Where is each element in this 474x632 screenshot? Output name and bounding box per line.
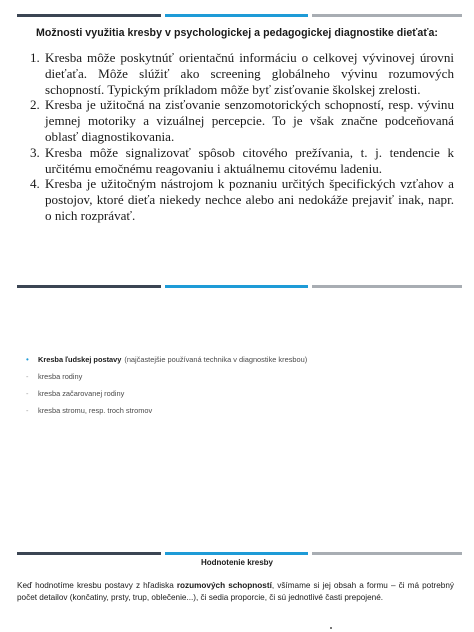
list-item: - kresba začarovanej rodiny bbox=[26, 389, 125, 398]
list-item: 1. Kresba môže poskytnúť orientačnú informáciu o celkovej vývinovej úrovni dieťaťa. Môže slúžiť ako screening globálneho vývinu rozumových schopností. Typickým príkladom môže byť zisťovanie školskej zrelosti. bbox=[30, 50, 454, 97]
bullet-icon: • bbox=[26, 355, 29, 364]
list-item: 3. Kresba môže signalizovať spôsob citového prežívania, t. j. tendencie k určitému emočnému reagovaniu i aktuálnemu citovému ladeniu. bbox=[30, 144, 454, 176]
slide1-list bbox=[30, 50, 454, 224]
list-item: - kresba stromu, resp. troch stromov bbox=[26, 406, 153, 415]
slide1-title: Možnosti využitia kresby v psychologickej a pedagogickej diagnostike dieťaťa: bbox=[36, 27, 438, 39]
page-mark bbox=[330, 627, 332, 629]
list-item: - kresba rodiny bbox=[26, 372, 83, 381]
slide3-title: Hodnotenie kresby bbox=[200, 558, 273, 567]
list-item-primary: • Kresba ľudskej postavy (najčastejšie používaná technika v diagnostike kresbou) bbox=[26, 355, 308, 364]
dash-icon: - bbox=[26, 389, 29, 398]
slide3-top-divider bbox=[17, 552, 462, 555]
slide1-top-divider bbox=[17, 14, 462, 17]
list-item: 2. Kresba je užitočná na zisťovanie senzomotorických schopností, resp. vývinu jemnej motoriky a vizuálnej percepcie. To je však značne podceňovaná oblasť diagnostikovania. bbox=[30, 97, 454, 144]
slide1-bottom-divider bbox=[17, 285, 462, 288]
dash-icon: - bbox=[26, 406, 29, 415]
list-item: 4. Kresba je užitočným nástrojom k poznaniu určitých špecifických vzťahov a postojov, ktoré dieťa niekedy nechce alebo ani nedokáže prejaviť inak, napr. o nich rozprávať. bbox=[30, 176, 454, 223]
slide2-list bbox=[26, 351, 456, 419]
slide3-paragraph: Keď hodnotíme kresbu postavy z hľadiska rozumových schopností, všímame si jej obsah a formu – či má potrebný počet detailov (končatiny, prsty, trup, oblečenie...), či sedia proporcie, či sú jednotlivé časti prepojené. bbox=[17, 581, 454, 603]
dash-icon: - bbox=[26, 372, 29, 381]
